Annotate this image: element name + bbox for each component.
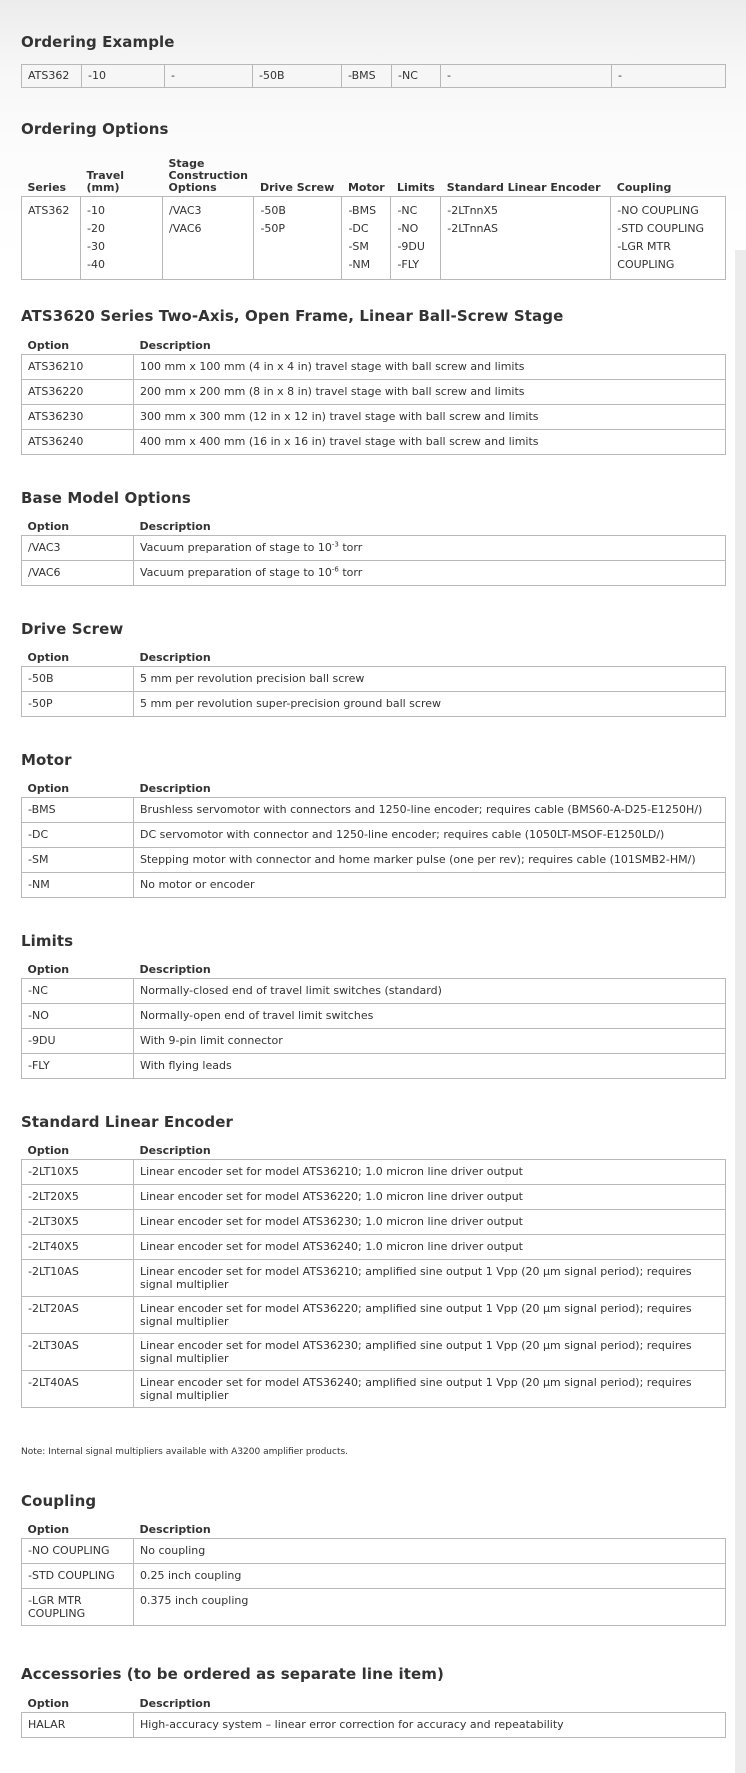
header-motor: Motor	[347, 181, 385, 194]
base-model-table	[21, 521, 726, 586]
option-cell: /VAC3	[22, 536, 134, 561]
travel-value: -40	[87, 258, 105, 271]
header-construction: Stage Construction Options	[168, 157, 248, 194]
description-cell: Linear encoder set for model ATS36230; 1.0 micron line driver output	[134, 1210, 726, 1235]
accessories-table	[21, 1698, 726, 1738]
option-cell: -FLY	[22, 1054, 134, 1079]
travel-values	[81, 197, 163, 280]
motor-table	[21, 783, 726, 898]
construction-values	[163, 197, 254, 280]
exponent: -3	[331, 540, 339, 549]
header-series: Series	[27, 181, 67, 194]
option-cell: -2LT40X5	[22, 1235, 134, 1260]
table-row	[22, 1235, 726, 1260]
option-header: Option	[27, 651, 70, 664]
description-cell: Linear encoder set for model ATS36210; amplified sine output 1 Vpp (20 µm signal period); requires signal multiplier	[134, 1260, 726, 1297]
description-header: Description	[139, 1523, 211, 1536]
accessories-title: Accessories (to be ordered as separate line item)	[21, 1665, 444, 1683]
table-row	[22, 1185, 726, 1210]
table-row	[22, 1297, 726, 1334]
description-cell: 300 mm x 300 mm (12 in x 12 in) travel stage with ball screw and limits	[134, 405, 726, 430]
description-text: Vacuum preparation of stage to 10	[140, 566, 332, 579]
coupling-value: -STD COUPLING	[617, 222, 705, 235]
table-row	[22, 1260, 726, 1297]
description-cell: 200 mm x 200 mm (8 in x 8 in) travel stage with ball screw and limits	[134, 380, 726, 405]
header-limits: Limits	[396, 181, 435, 194]
table-row	[22, 692, 726, 717]
option-cell: ATS36230	[22, 405, 134, 430]
construction-value: /VAC3	[169, 204, 202, 217]
option-cell: -2LT10X5	[22, 1160, 134, 1185]
option-cell: HALAR	[22, 1713, 134, 1738]
option-header: Option	[27, 782, 70, 795]
description-cell: Linear encoder set for model ATS36230; amplified sine output 1 Vpp (20 µm signal period); requires signal multiplier	[134, 1334, 726, 1371]
drive-screw-title: Drive Screw	[21, 620, 124, 638]
travel-value: -20	[87, 222, 105, 235]
motor-value: -NM	[348, 258, 371, 271]
description-cell: DC servomotor with connector and 1250-line encoder; requires cable (1050LT-MSOF-E1250LD/)	[134, 823, 726, 848]
option-cell: -50B	[22, 667, 134, 692]
exponent: -6	[331, 565, 339, 574]
table-row	[22, 1539, 726, 1564]
series-section-title: ATS3620 Series Two-Axis, Open Frame, Linear Ball-Screw Stage	[21, 307, 564, 325]
ordering-options-table	[21, 154, 726, 280]
limits-header-row	[22, 964, 726, 979]
table-row	[22, 979, 726, 1004]
table-row	[22, 1371, 726, 1408]
description-cell: No motor or encoder	[134, 873, 726, 898]
limits-value: -9DU	[397, 240, 425, 253]
travel-value: -10	[87, 204, 105, 217]
description-cell: High-accuracy system – linear error correction for accuracy and repeatability	[134, 1713, 726, 1738]
option-cell: -STD COUPLING	[22, 1564, 134, 1589]
description-header: Description	[139, 963, 211, 976]
description-cell	[134, 561, 726, 586]
description-cell: Normally-closed end of travel limit switches (standard)	[134, 979, 726, 1004]
table-row	[22, 380, 726, 405]
option-cell: -SM	[22, 848, 134, 873]
limits-value: -NC	[397, 204, 418, 217]
table-row	[22, 430, 726, 455]
description-cell: With flying leads	[134, 1054, 726, 1079]
example-encoder-cell: -	[441, 65, 612, 88]
example-coupling-cell: -	[612, 65, 726, 88]
option-cell: -2LT10AS	[22, 1260, 134, 1297]
option-cell: ATS36220	[22, 380, 134, 405]
encoder-title: Standard Linear Encoder	[21, 1113, 234, 1131]
description-cell: 400 mm x 400 mm (16 in x 16 in) travel stage with ball screw and limits	[134, 430, 726, 455]
description-suffix: torr	[338, 541, 363, 554]
example-travel-cell: -10	[82, 65, 165, 88]
option-cell: -9DU	[22, 1029, 134, 1054]
table-row	[22, 667, 726, 692]
ordering-example-table	[21, 64, 726, 88]
scrollbar-track[interactable]	[735, 250, 746, 1773]
option-header: Option	[27, 1697, 70, 1710]
option-cell: -NO COUPLING	[22, 1539, 134, 1564]
table-row	[22, 355, 726, 380]
drive-screw-value: -50B	[260, 204, 286, 217]
description-cell: Linear encoder set for model ATS36240; 1.0 micron line driver output	[134, 1235, 726, 1260]
option-header: Option	[27, 520, 70, 533]
motor-value: -BMS	[348, 204, 377, 217]
description-suffix: torr	[338, 566, 363, 579]
table-row	[22, 1589, 726, 1626]
description-cell: 100 mm x 100 mm (4 in x 4 in) travel stage with ball screw and limits	[134, 355, 726, 380]
option-cell: ATS36210	[22, 355, 134, 380]
description-header: Description	[139, 339, 211, 352]
option-cell: ATS36240	[22, 430, 134, 455]
description-cell	[134, 536, 726, 561]
base-model-title: Base Model Options	[21, 489, 191, 507]
coupling-title: Coupling	[21, 1492, 97, 1510]
table-row	[22, 1334, 726, 1371]
limits-table	[21, 964, 726, 1079]
description-cell: 0.25 inch coupling	[134, 1564, 726, 1589]
option-header: Option	[27, 1523, 70, 1536]
table-row	[22, 873, 726, 898]
motor-value: -SM	[348, 240, 369, 253]
description-cell: Linear encoder set for model ATS36220; amplified sine output 1 Vpp (20 µm signal period); requires signal multiplier	[134, 1297, 726, 1334]
drive-screw-values	[254, 197, 342, 280]
limits-title: Limits	[21, 932, 74, 950]
coupling-values	[611, 197, 726, 280]
option-header: Option	[27, 1144, 70, 1157]
series-value: ATS362	[28, 204, 70, 217]
header-encoder: Standard Linear Encoder	[446, 181, 601, 194]
base-model-header-row	[22, 521, 726, 536]
table-row	[22, 848, 726, 873]
option-cell: -LGR MTR COUPLING	[22, 1589, 134, 1626]
coupling-value: -LGR MTR COUPLING	[617, 240, 675, 271]
option-header: Option	[27, 963, 70, 976]
table-row	[22, 823, 726, 848]
description-cell: 5 mm per revolution precision ball screw	[134, 667, 726, 692]
drive-screw-value: -50P	[260, 222, 286, 235]
table-row	[22, 1713, 726, 1738]
option-cell: -BMS	[22, 798, 134, 823]
description-cell: Linear encoder set for model ATS36220; 1.0 micron line driver output	[134, 1185, 726, 1210]
description-header: Description	[139, 782, 211, 795]
option-cell: -2LT30AS	[22, 1334, 134, 1371]
description-cell: No coupling	[134, 1539, 726, 1564]
accessories-header-row	[22, 1698, 726, 1713]
example-construction-cell: -	[165, 65, 253, 88]
description-cell: Linear encoder set for model ATS36240; amplified sine output 1 Vpp (20 µm signal period); requires signal multiplier	[134, 1371, 726, 1408]
limits-values	[391, 197, 441, 280]
coupling-table	[21, 1524, 726, 1626]
encoder-header-row	[22, 1145, 726, 1160]
table-row	[22, 1054, 726, 1079]
series-values	[22, 197, 81, 280]
limits-value: -NO	[397, 222, 419, 235]
series-header-row	[22, 340, 726, 355]
coupling-header-row	[22, 1524, 726, 1539]
header-travel: Travel (mm)	[86, 169, 125, 194]
example-limits-cell: -NC	[392, 65, 441, 88]
table-row	[22, 1564, 726, 1589]
ordering-options-title: Ordering Options	[21, 120, 169, 138]
ordering-example-title: Ordering Example	[21, 33, 175, 51]
table-row	[22, 405, 726, 430]
option-header: Option	[27, 339, 70, 352]
drive-screw-header-row	[22, 652, 726, 667]
description-cell: Normally-open end of travel limit switches	[134, 1004, 726, 1029]
table-row	[22, 1210, 726, 1235]
drive-screw-table	[21, 652, 726, 717]
description-cell: Linear encoder set for model ATS36210; 1.0 micron line driver output	[134, 1160, 726, 1185]
travel-value: -30	[87, 240, 105, 253]
ordering-options-values-row	[22, 197, 726, 280]
encoder-value: -2LTnnX5	[447, 204, 499, 217]
table-row	[22, 798, 726, 823]
table-row	[22, 1004, 726, 1029]
description-cell: With 9-pin limit connector	[134, 1029, 726, 1054]
description-cell: Stepping motor with connector and home marker pulse (one per rev); requires cable (101SMB2-HM/)	[134, 848, 726, 873]
construction-value: /VAC6	[169, 222, 202, 235]
example-motor-cell: -BMS	[342, 65, 392, 88]
encoder-note: Note: Internal signal multipliers available with A3200 amplifier products.	[21, 1447, 349, 1457]
ordering-options-header-row	[22, 154, 726, 197]
description-header: Description	[139, 1697, 211, 1710]
coupling-value: -NO COUPLING	[617, 204, 699, 217]
option-cell: -2LT20X5	[22, 1185, 134, 1210]
table-row	[22, 1029, 726, 1054]
motor-title: Motor	[21, 751, 72, 769]
description-text: Vacuum preparation of stage to 10	[140, 541, 332, 554]
limits-value: -FLY	[397, 258, 420, 271]
motor-header-row	[22, 783, 726, 798]
option-cell: -2LT30X5	[22, 1210, 134, 1235]
encoder-table	[21, 1145, 726, 1408]
example-drive-screw-cell: -50B	[253, 65, 342, 88]
option-cell: -DC	[22, 823, 134, 848]
table-row	[22, 536, 726, 561]
description-cell: 5 mm per revolution super-precision ground ball screw	[134, 692, 726, 717]
motor-values	[342, 197, 391, 280]
option-cell: -NC	[22, 979, 134, 1004]
table-row	[22, 561, 726, 586]
encoder-values	[441, 197, 611, 280]
table-row	[22, 1160, 726, 1185]
series-table	[21, 340, 726, 455]
motor-value: -DC	[348, 222, 369, 235]
option-cell: -50P	[22, 692, 134, 717]
encoder-value: -2LTnnAS	[447, 222, 499, 235]
description-cell: 0.375 inch coupling	[134, 1589, 726, 1626]
description-header: Description	[139, 651, 211, 664]
description-header: Description	[139, 520, 211, 533]
description-header: Description	[139, 1144, 211, 1157]
header-drive-screw: Drive Screw	[259, 181, 335, 194]
ordering-example-row	[22, 65, 726, 88]
example-series-cell: ATS362	[22, 65, 82, 88]
description-cell: Brushless servomotor with connectors and 1250-line encoder; requires cable (BMS60-A-D25-E1250H/)	[134, 798, 726, 823]
option-cell: -2LT20AS	[22, 1297, 134, 1334]
option-cell: -NO	[22, 1004, 134, 1029]
header-coupling: Coupling	[616, 181, 672, 194]
option-cell: -2LT40AS	[22, 1371, 134, 1408]
option-cell: /VAC6	[22, 561, 134, 586]
option-cell: -NM	[22, 873, 134, 898]
